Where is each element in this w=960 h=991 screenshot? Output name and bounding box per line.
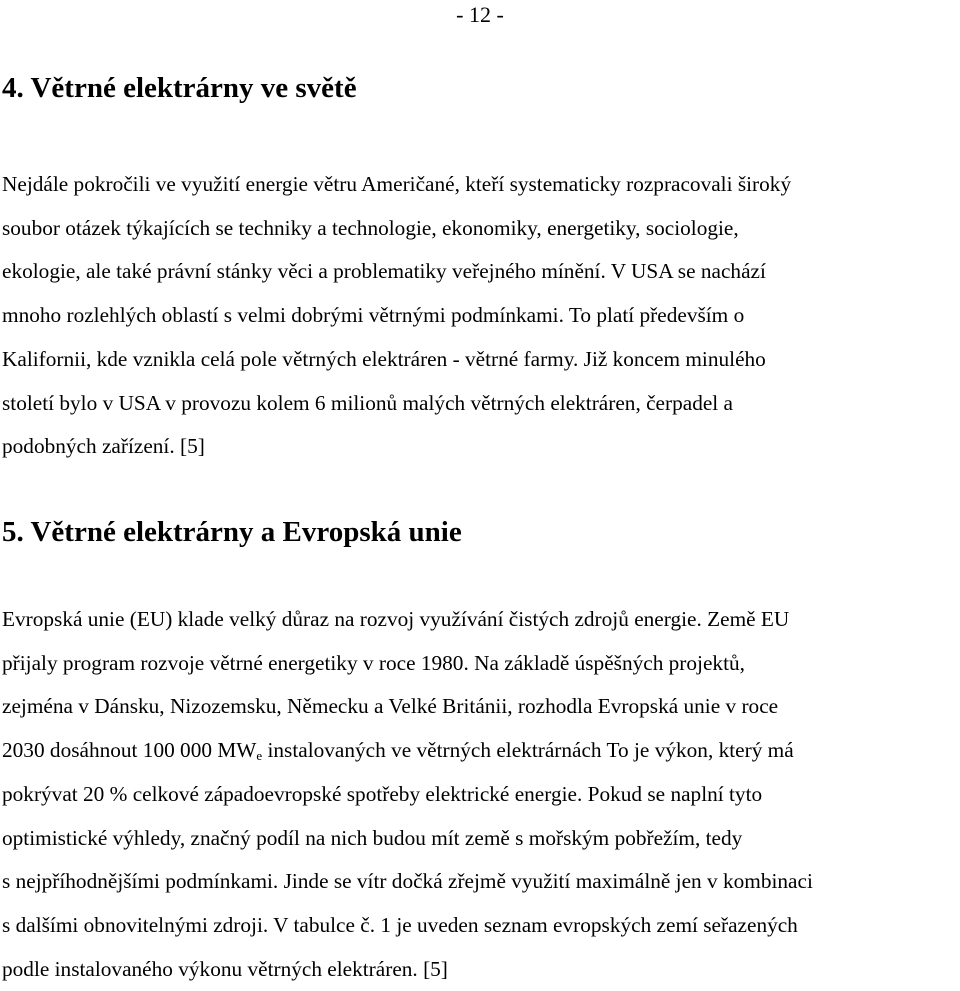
paragraph-line: přijaly program rozvoje větrné energetiky v roce 1980. Na základě úspěšných projektů, [2, 650, 745, 675]
page-number: - 12 - [456, 2, 504, 27]
section-5-paragraph [2, 598, 813, 991]
paragraph-line: zejména v Dánsku, Nizozemsku, Německu a Velké Británii, rozhodla Evropská unie v roce [2, 694, 779, 719]
paragraph-line: podobných zařízení. [5] [2, 434, 205, 459]
paragraph-line: podle instalovaného výkonu větrných elektráren. [5] [2, 956, 448, 981]
line-text-part: 2030 dosáhnout 100 000 MW [2, 738, 257, 763]
paragraph-line: s nejpříhodnějšími podmínkami. Jinde se vítr dočká zřejmě využití maximálně jen v kombinaci [2, 869, 813, 894]
subscript-e: e [256, 748, 263, 764]
section-5-heading: 5. Větrné elektrárny a Evropská unie [2, 516, 462, 548]
paragraph-line: s dalšími obnovitelnými zdroji. V tabulce č. 1 je uveden seznam evropských zemí seřazených [2, 912, 798, 937]
paragraph-line: ekologie, ale také právní stánky věci a problematiky veřejného mínění. V USA se nachází [2, 259, 766, 284]
paragraph-line: optimistické výhledy, značný podíl na nich budou mít země s mořským pobřežím, tedy [2, 825, 743, 850]
paragraph-line-with-subscript [2, 729, 813, 773]
paragraph-line: Kalifornii, kde vznikla celá pole větrných elektráren - větrné farmy. Již koncem minulého [2, 346, 766, 371]
paragraph-line: Evropská unie (EU) klade velký důraz na rozvoj využívání čistých zdrojů energie. Země EU [2, 607, 790, 631]
paragraph-line: mnoho rozlehlých oblastí s velmi dobrými větrnými podmínkami. To platí především o [2, 303, 745, 328]
line-text-part: instalovaných ve větrných elektrárnách To je výkon, který má [262, 738, 794, 763]
paragraph-line: století bylo v USA v provozu kolem 6 milionů malých větrných elektráren, čerpadel a [2, 390, 733, 415]
paragraph-line: pokrývat 20 % celkové západoevropské spotřeby elektrické energie. Pokud se naplní tyto [2, 781, 763, 806]
paragraph-line: Nejdále pokročili ve využití energie větru Američané, kteří systematicky rozpracovali široký [2, 172, 792, 196]
section-4-paragraph [2, 163, 791, 469]
section-4-heading: 4. Větrné elektrárny ve světě [2, 72, 357, 104]
paragraph-line: soubor otázek týkajících se techniky a technologie, ekonomiky, energetiky, sociologie, [2, 215, 739, 240]
